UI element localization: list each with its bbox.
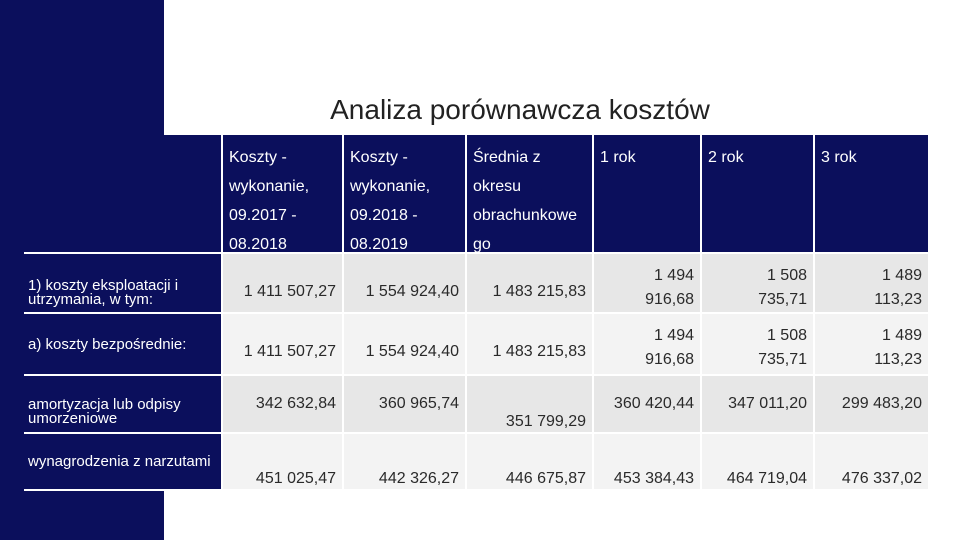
cell-value: 1 508 735,71 bbox=[758, 327, 807, 368]
table-cell bbox=[594, 314, 700, 374]
table-cell bbox=[344, 434, 465, 489]
header-line: 09.2018 - bbox=[350, 207, 418, 224]
table-cell bbox=[594, 434, 700, 489]
cell-value: 1 554 924,40 bbox=[365, 343, 459, 360]
cell-value: 342 632,84 bbox=[255, 395, 336, 412]
cell-value: 453 384,43 bbox=[613, 470, 694, 487]
header-line: 3 rok bbox=[821, 149, 857, 166]
header-cell-1 bbox=[223, 135, 342, 252]
row-label-text: 1) koszty eksploatacji i utrzymania, w tym: bbox=[28, 277, 179, 308]
cell-value: 1 494 916,68 bbox=[645, 267, 694, 308]
cell-value: 360 965,74 bbox=[378, 395, 459, 412]
table-cell bbox=[467, 434, 592, 489]
header-cell-3 bbox=[467, 135, 592, 252]
cost-comparison-table bbox=[24, 135, 928, 491]
table-cell bbox=[702, 254, 813, 312]
cell-value: 1 411 507,27 bbox=[243, 283, 336, 300]
cell-value: 1 411 507,27 bbox=[243, 343, 336, 360]
row-label-text: wynagrodzenia z narzutami bbox=[28, 453, 211, 470]
cell-value: 1 494 916,68 bbox=[645, 327, 694, 368]
table-cell bbox=[223, 254, 342, 312]
cell-value: 1 554 924,40 bbox=[365, 283, 459, 300]
header-line: Koszty - bbox=[350, 149, 408, 166]
table-cell bbox=[344, 376, 465, 432]
row-label-3 bbox=[24, 376, 221, 432]
cell-value: 351 799,29 bbox=[505, 413, 586, 430]
table-cell bbox=[467, 254, 592, 312]
row-label-1 bbox=[24, 254, 221, 312]
header-cell-4 bbox=[594, 135, 700, 252]
table-cell bbox=[467, 376, 592, 432]
table-cell bbox=[702, 376, 813, 432]
table-cell bbox=[594, 376, 700, 432]
cell-value: 1 508 735,71 bbox=[758, 267, 807, 308]
table-cell bbox=[815, 376, 928, 432]
header-line: 1 rok bbox=[600, 149, 636, 166]
header-line: obrachunkowe bbox=[473, 207, 578, 224]
header-cell-5 bbox=[702, 135, 813, 252]
cell-value: 464 719,04 bbox=[726, 470, 807, 487]
header-line: 08.2018 bbox=[229, 236, 287, 252]
cell-value: 299 483,20 bbox=[841, 395, 922, 412]
header-line: 09.2017 - bbox=[229, 207, 297, 224]
table-cell bbox=[815, 314, 928, 374]
row-label-4 bbox=[24, 434, 221, 489]
cell-value: 451 025,47 bbox=[255, 470, 336, 487]
table-cell bbox=[702, 434, 813, 489]
table-cell bbox=[702, 314, 813, 374]
table-cell bbox=[223, 434, 342, 489]
header-corner bbox=[24, 135, 221, 252]
header-cell-2 bbox=[344, 135, 465, 252]
row-label-2 bbox=[24, 314, 221, 374]
table-cell bbox=[467, 314, 592, 374]
table-cell bbox=[223, 376, 342, 432]
cell-value: 1 489 113,23 bbox=[874, 267, 922, 308]
cell-value: 446 675,87 bbox=[505, 470, 586, 487]
header-line: wykonanie, bbox=[229, 178, 310, 195]
table-cell bbox=[344, 314, 465, 374]
cell-value: 360 420,44 bbox=[613, 395, 694, 412]
row-label-text: a) koszty bezpośrednie: bbox=[28, 336, 187, 353]
header-line: go bbox=[473, 236, 491, 252]
cell-value: 1 483 215,83 bbox=[492, 283, 586, 300]
header-line: Średnia z bbox=[473, 149, 541, 166]
table-cell bbox=[223, 314, 342, 374]
header-line: 08.2019 bbox=[350, 236, 408, 252]
header-line: 2 rok bbox=[708, 149, 744, 166]
cell-value: 476 337,02 bbox=[841, 470, 922, 487]
row-label-text: amortyzacja lub odpisy umorzeniowe bbox=[28, 396, 181, 427]
cell-value: 442 326,27 bbox=[378, 470, 459, 487]
table-cell bbox=[594, 254, 700, 312]
header-line: Koszty - bbox=[229, 149, 287, 166]
header-line: okresu bbox=[473, 178, 522, 195]
table-cell bbox=[815, 254, 928, 312]
cell-value: 1 489 113,23 bbox=[874, 327, 922, 368]
header-line: wykonanie, bbox=[350, 178, 431, 195]
cell-value: 347 011,20 bbox=[728, 395, 807, 412]
header-cell-6 bbox=[815, 135, 928, 252]
page-title: Analiza porównawcza kosztów bbox=[330, 94, 710, 125]
table-cell bbox=[344, 254, 465, 312]
cell-value: 1 483 215,83 bbox=[492, 343, 586, 360]
table-cell bbox=[815, 434, 928, 489]
